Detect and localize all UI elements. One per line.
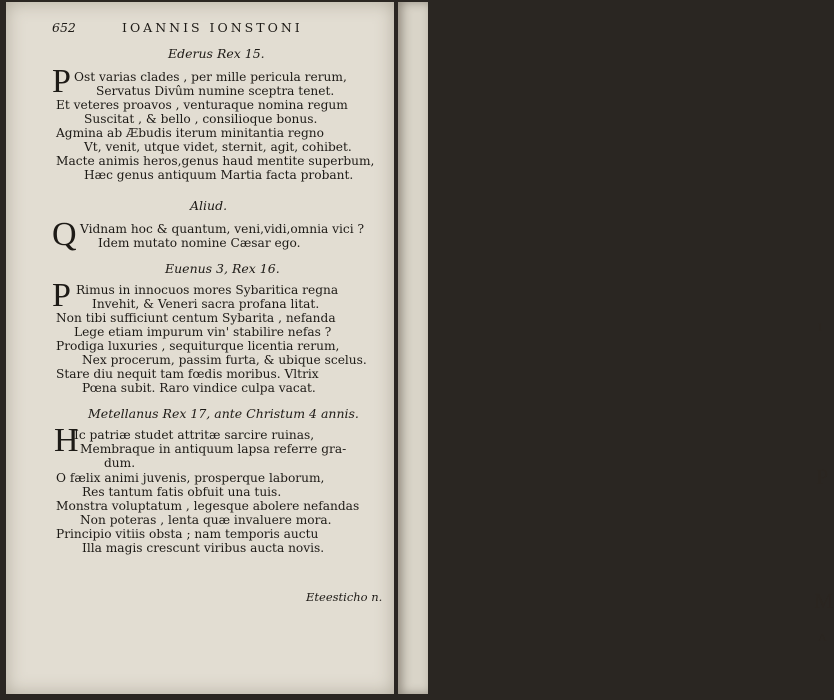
section-heading: Euenus 3, Rex 16. [165,261,280,276]
verse-line: Hæc genus antiquum Martia facta probant. [84,168,354,182]
drop-capital: P [52,63,71,100]
adjacent-fragment: P [816,464,829,489]
verse-line: Ic patriæ studet attritæ sarcire ruinas, [74,428,315,442]
drop-capital: H [54,422,79,459]
verse-line: Nex procerum, passim furta, & ubique scelus. [82,353,367,367]
running-title: IOANNIS IONSTONI [122,20,303,35]
adjacent-page-edge [398,2,834,694]
verse-line: Non tibi sufficiunt centum Sybarita , nefanda [56,311,336,325]
verse-line: Non poteras , lenta quæ invaluere mora. [80,513,332,527]
section-heading: Ederus Rex 15. [168,46,265,61]
verse-line: Prodiga luxuries , sequiturque licentia rerum, [56,339,340,353]
verse-line: Illa magis crescunt viribus aucta novis. [82,541,325,555]
section-heading: Metellanus Rex 17, ante Christum 4 annis. [88,406,359,421]
verse-line: dum. [104,456,136,470]
verse-line: Agmina ab Æbudis iterum minitantia regno [56,126,324,140]
verse-line: Macte animis heros,genus haud mentite superbum, [56,154,375,168]
verse-line: O fælix animi juvenis, prosperque laborum, [56,471,325,485]
verse-line: Servatus Divûm numine sceptra tenet. [96,84,335,98]
verse-line: Membraque in antiquum lapsa referre gra- [80,442,347,456]
verse-line: Suscitat , & bello , consilioque bonus. [84,112,318,126]
adjacent-fragment: I [818,320,822,334]
adjacent-fragment: M [814,588,834,613]
adjacent-fragment: A [818,630,827,644]
drop-capital: Q [52,216,77,253]
catchword: Eteesticho n. [306,590,383,604]
page-number: 652 [52,20,76,35]
verse-line: Principio vitiis obsta ; nam temporis auctu [56,527,319,541]
verse-line: Rimus in innocuos mores Sybaritica regna [76,283,339,297]
drop-capital: P [52,277,71,314]
verse-line: Ost varias clades , per mille pericula rerum, [74,70,347,84]
verse-line: Pœna subit. Raro vindice culpa vacat. [82,381,316,395]
verse-line: Monstra voluptatum , legesque abolere nefandas [56,499,360,513]
verse-line: Invehit, & Veneri sacra profana litat. [92,297,320,311]
verse-line: Stare diu nequit tam fœdis moribus. Vltrix [56,367,319,381]
verse-line: Vidnam hoc & quantum, veni,vidi,omnia vici ? [80,222,365,236]
section-heading: Aliud. [190,198,228,213]
verse-line: Idem mutato nomine Cæsar ego. [98,236,301,250]
verse-line: Res tantum fatis obfuit una tuis. [82,485,282,499]
verse-line: Et veteres proavos , venturaque nomina regum [56,98,348,112]
verse-line: Vt, venit, utque videt, sternit, agit, cohibet. [84,140,352,154]
verse-line: Lege etiam impurum vin' stabilire nefas ? [74,325,332,339]
